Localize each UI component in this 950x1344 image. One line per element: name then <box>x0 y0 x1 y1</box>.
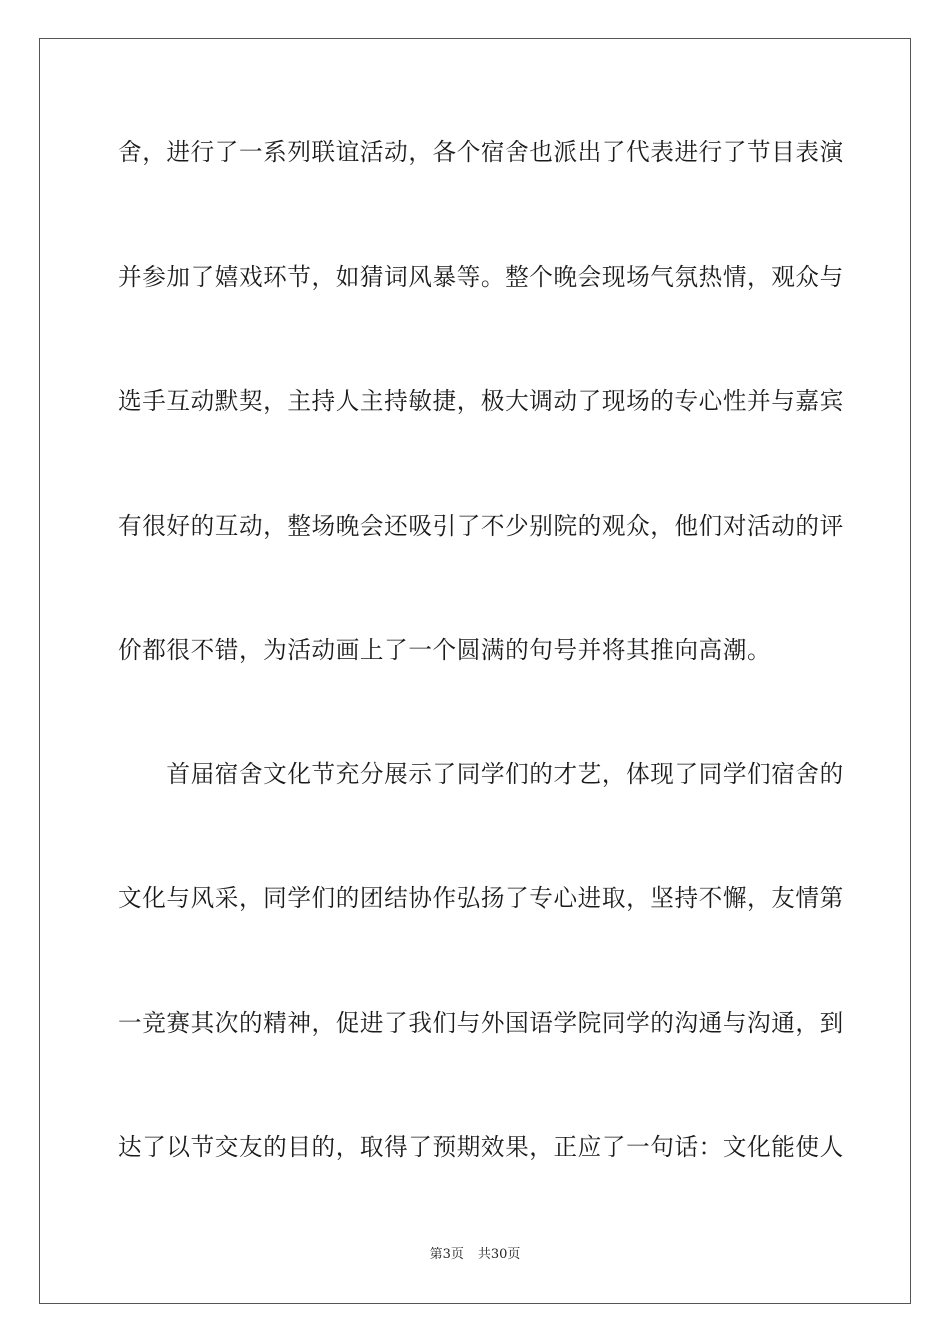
body-text-line-2: 并参加了嬉戏环节，如猜词风暴等。整个晚会现场气氛热情，观众与 <box>118 263 844 291</box>
body-text-line-5: 价都很不错，为活动画上了一个圆满的句号并将其推向高潮。 <box>118 636 772 664</box>
page-number: 第3页 <box>429 1247 464 1262</box>
body-text-line-7: 文化与风采，同学们的团结协作弘扬了专心进取，坚持不懈，友情第 <box>118 884 844 912</box>
page-footer <box>0 1246 950 1264</box>
body-text-line-8: 一竞赛其次的精神，促进了我们与外国语学院同学的沟通与沟通，到 <box>118 1009 844 1037</box>
body-text-line-3: 选手互动默契，主持人主持敏捷，极大调动了现场的专心性并与嘉宾 <box>118 387 844 415</box>
body-text-line-4: 有很好的互动，整场晚会还吸引了不少别院的观众，他们对活动的评 <box>118 512 844 540</box>
body-text-line-9: 达了以节交友的目的，取得了预期效果，正应了一句话：文化能使人 <box>118 1133 844 1161</box>
body-text-line-1: 舍，进行了一系列联谊活动，各个宿舍也派出了代表进行了节目表演 <box>118 138 844 166</box>
page-total: 共30页 <box>477 1247 521 1262</box>
page-border <box>39 38 911 1304</box>
body-text-line-6: 首届宿舍文化节充分展示了同学们的才艺，体现了同学们宿舍的 <box>118 760 844 788</box>
